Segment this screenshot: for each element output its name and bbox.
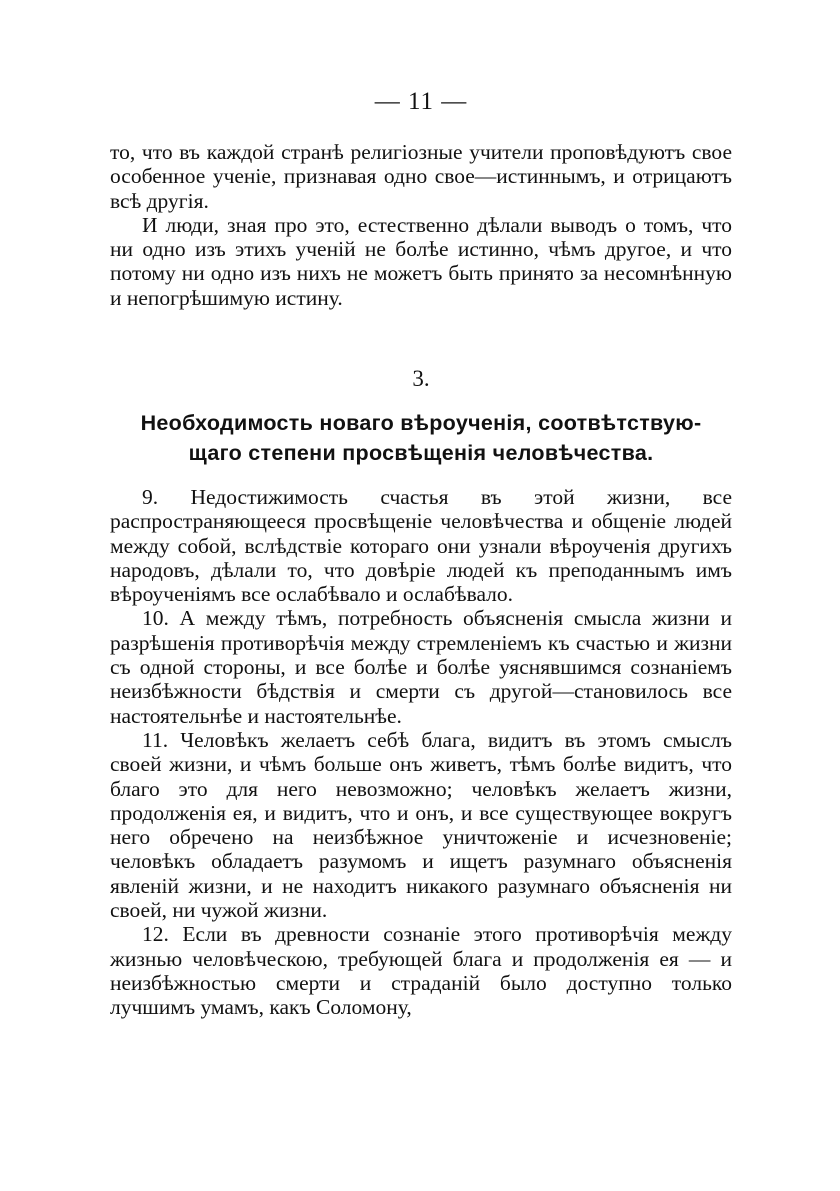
intro-text [110,140,732,310]
section-title-line-2: щаго степени просвѣщенія человѣчества. [188,441,654,465]
paragraph-12: 12. Если въ древности сознаніе этого противорѣчія между жизнью человѣческою, требующей блага и продолженія ея — и неизбѣжностью смерти и страданій было доступно только лучшимъ умамъ, какъ Соломону, [110,922,732,1020]
page-number: — 11 — [374,88,468,115]
section-title [110,408,732,468]
paragraph-11: 11. Человѣкъ желаетъ себѣ блага, видитъ въ этомъ смыслъ своей жизни, и чѣмъ больше онъ живетъ, тѣмъ болѣе видитъ, что благо это для него невозможно; человѣкъ желаетъ жизни, продолженія ея, и видитъ, что и онъ, и все существующее вокругъ него обречено на неизбѣжное уничтоженіе и исчезновеніе; человѣкъ обладаетъ разумомъ и ищетъ разумнаго объясненія явленій жизни, и не находитъ никакого разумнаго объясненія ни своей, ни чужой жизни. [110,727,732,923]
section-title-line-1: Необходимость новаго вѣроученія, соотвѣтствую- [140,411,702,435]
paragraph-10: 10. А между тѣмъ, потребность объясненія смысла жизни и разрѣшенія противорѣчія между стремленіемъ къ счастью и жизни съ одной стороны, и все болѣе и болѣе уяснявшимся сознаніемъ неизбѣжности бѣдствія и смерти съ другой—становилось все настоятельнѣе и настоятельнѣе. [110,606,732,728]
section-body [110,485,732,1020]
paragraph-9: 9. Недостижимость счастья въ этой жизни, все распространяющееся просвѣщеніе человѣчества и общеніе людей между собой, вслѣдствіе котораго они узнали вѣроученія другихъ народовъ, дѣлали то, что довѣріе людей къ преподаннымъ имъ вѣроученіямъ все ослабѣвало и ослабѣвало. [110,485,732,607]
paragraph-conclusion: И люди, зная про это, естественно дѣлали выводъ о томъ, что ни одно изъ этихъ ученій не болѣе истинно, чѣмъ другое, и что потому ни одно изъ нихъ не можетъ быть принято за несомнѣнную и непогрѣшимую истину. [110,212,732,310]
continued-paragraph: то, что въ каждой странѣ религіозные учители проповѣдуютъ свое особенное ученіе, признавая одно свое—истиннымъ, и отрицаютъ всѣ другія. [110,140,732,213]
section-number: 3. [412,366,430,391]
